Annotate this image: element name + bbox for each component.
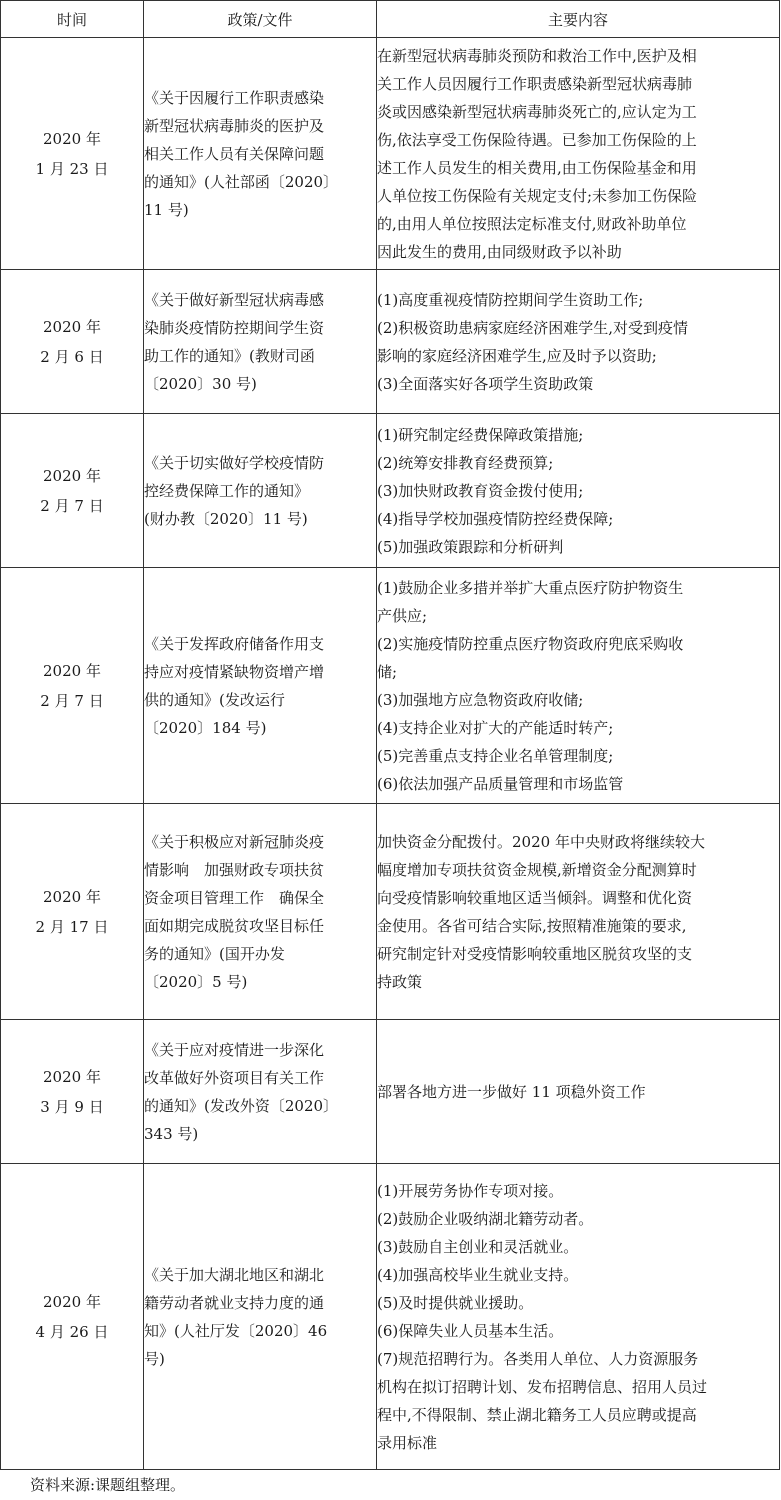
- text-line: 伤,依法享受工伤保险待遇。已参加工伤保险的上: [377, 130, 697, 149]
- text-line: 因此发生的费用,由同级财政予以补助: [377, 242, 622, 261]
- time-cell: [1, 270, 144, 414]
- text-line: 11 号): [144, 200, 189, 219]
- text-line: 述工作人员发生的相关费用,由工伤保险基金和用: [377, 158, 697, 177]
- text-line: 持应对疫情紧缺物资增产增: [144, 662, 325, 681]
- time-line: 2020 年: [43, 887, 101, 906]
- header-row: [1, 1, 780, 38]
- time-line: 2020 年: [43, 661, 101, 680]
- text-line: 《关于应对疫情进一步深化: [144, 1040, 325, 1059]
- text-line: 〔2020〕184 号): [144, 718, 267, 737]
- time-cell: [1, 1020, 144, 1164]
- time-line: 2 月 17 日: [35, 917, 109, 936]
- text-line: 的通知》(发改外资〔2020〕: [144, 1096, 339, 1115]
- text-line: 影响的家庭经济困难学生,应及时予以资助;: [377, 346, 657, 365]
- text-line: 《关于做好新型冠状病毒感: [144, 290, 325, 309]
- text-line: (3)鼓励自主创业和灵活就业。: [377, 1237, 579, 1256]
- text-line: (4)指导学校加强疫情防控经费保障;: [377, 509, 614, 528]
- text-line: (1)开展劳务协作专项对接。: [377, 1181, 564, 1200]
- text-line: 务的通知》(国开办发: [144, 944, 285, 963]
- text-line: (4)支持企业对扩大的产能适时转产;: [377, 718, 614, 737]
- policy-cell: [144, 414, 377, 568]
- text-line: 资金项目管理工作 确保全: [144, 888, 325, 907]
- text-line: (3)加快财政教育资金拨付使用;: [377, 481, 584, 500]
- text-line: (4)加强高校毕业生就业支持。: [377, 1265, 579, 1284]
- text-line: 籍劳动者就业支持力度的通: [144, 1293, 325, 1312]
- text-line: 部署各地方进一步做好 11 项稳外资工作: [377, 1082, 646, 1101]
- policy-cell: [144, 804, 377, 1020]
- text-line: 知》(人社厅发〔2020〕46: [144, 1321, 328, 1340]
- time-cell: [1, 38, 144, 270]
- text-line: 供的通知》(发改运行: [144, 690, 285, 709]
- text-line: 研究制定针对受疫情影响较重地区脱贫攻坚的支: [377, 944, 693, 963]
- text-line: 持政策: [377, 972, 423, 991]
- time-line: 2 月 7 日: [40, 496, 104, 515]
- table-row: [1, 414, 780, 568]
- policy-cell: [144, 270, 377, 414]
- text-line: 关工作人员因履行工作职责感染新型冠状病毒肺: [377, 74, 693, 93]
- policy-cell: [144, 38, 377, 270]
- time-line: 2 月 7 日: [40, 691, 104, 710]
- text-line: 343 号): [144, 1124, 199, 1143]
- content-cell: [377, 804, 780, 1020]
- header-time: 时间: [1, 1, 144, 38]
- text-line: 炎或因感染新型冠状病毒肺炎死亡的,应认定为工: [377, 102, 697, 121]
- text-line: (5)加强政策跟踪和分析研判: [377, 537, 564, 556]
- text-line: 相关工作人员有关保障问题: [144, 144, 325, 163]
- text-line: (3)全面落实好各项学生资助政策: [377, 374, 594, 393]
- text-line: 储;: [377, 662, 398, 681]
- policy-cell: [144, 1164, 377, 1470]
- text-line: (1)研究制定经费保障政策措施;: [377, 425, 584, 444]
- text-line: 新型冠状病毒肺炎的医护及: [144, 116, 325, 135]
- time-cell: [1, 414, 144, 568]
- text-line: 情影响 加强财政专项扶贫: [144, 860, 325, 879]
- header-policy: 政策/文件: [144, 1, 377, 38]
- time-line: 2020 年: [43, 466, 101, 485]
- text-line: 加快资金分配拨付。2020 年中央财政将继续较大: [377, 832, 705, 851]
- text-line: (2)统筹安排教育经费预算;: [377, 453, 554, 472]
- content-cell: [377, 38, 780, 270]
- content-cell: [377, 568, 780, 804]
- text-line: (财办教〔2020〕11 号): [144, 509, 308, 528]
- text-line: 机构在拟订招聘计划、发布招聘信息、招用人员过: [377, 1377, 708, 1396]
- table-row: [1, 804, 780, 1020]
- time-line: 3 月 9 日: [40, 1097, 104, 1116]
- text-line: 号): [144, 1349, 165, 1368]
- text-line: 产供应;: [377, 606, 428, 625]
- table-row: [1, 1164, 780, 1470]
- text-line: (1)鼓励企业多措并举扩大重点医疗防护物资生: [377, 578, 684, 597]
- text-line: 向受疫情影响较重地区适当倾斜。调整和优化资: [377, 888, 693, 907]
- text-line: 的通知》(人社部函〔2020〕: [144, 172, 339, 191]
- text-line: 在新型冠状病毒肺炎预防和救治工作中,医护及相: [377, 46, 697, 65]
- text-line: 幅度增加专项扶贫资金规模,新增资金分配测算时: [377, 860, 697, 879]
- policy-cell: [144, 568, 377, 804]
- text-line: (3)加强地方应急物资政府收储;: [377, 690, 584, 709]
- text-line: 程中,不得限制、禁止湖北籍务工人员应聘或提高: [377, 1405, 697, 1424]
- time-line: 2020 年: [43, 1067, 101, 1086]
- text-line: 〔2020〕5 号): [144, 972, 248, 991]
- text-line: (6)保障失业人员基本生活。: [377, 1321, 564, 1340]
- header-content: 主要内容: [377, 1, 780, 38]
- content-cell: [377, 1164, 780, 1470]
- table-row: [1, 1020, 780, 1164]
- text-line: 助工作的通知》(教财司函: [144, 346, 315, 365]
- text-line: 改革做好外资项目有关工作: [144, 1068, 325, 1087]
- text-line: 《关于积极应对新冠肺炎疫: [144, 832, 325, 851]
- time-line: 2020 年: [43, 129, 101, 148]
- text-line: 面如期完成脱贫攻坚目标任: [144, 916, 325, 935]
- time-line: 2020 年: [43, 1292, 101, 1311]
- time-line: 2020 年: [43, 317, 101, 336]
- text-line: (5)及时提供就业援助。: [377, 1293, 534, 1312]
- text-line: (2)实施疫情防控重点医疗物资政府兜底采购收: [377, 634, 684, 653]
- time-cell: [1, 1164, 144, 1470]
- text-line: (1)高度重视疫情防控期间学生资助工作;: [377, 290, 644, 309]
- text-line: (2)积极资助患病家庭经济困难学生,对受到疫情: [377, 318, 689, 337]
- time-line: 1 月 23 日: [35, 159, 109, 178]
- text-line: 人单位按工伤保险有关规定支付;未参加工伤保险: [377, 186, 698, 205]
- text-line: 《关于因履行工作职责感染: [144, 88, 325, 107]
- text-line: 录用标准: [377, 1433, 438, 1452]
- text-line: 金使用。各省可结合实际,按照精准施策的要求,: [377, 916, 687, 935]
- policy-cell: [144, 1020, 377, 1164]
- table-row: [1, 38, 780, 270]
- text-line: (6)依法加强产品质量管理和市场监管: [377, 774, 624, 793]
- content-cell: [377, 1020, 780, 1164]
- table-row: [1, 270, 780, 414]
- text-line: (5)完善重点支持企业名单管理制度;: [377, 746, 614, 765]
- text-line: 《关于加大湖北地区和湖北: [144, 1265, 325, 1284]
- time-line: 4 月 26 日: [35, 1322, 109, 1341]
- text-line: 〔2020〕30 号): [144, 374, 257, 393]
- content-cell: [377, 414, 780, 568]
- content-cell: [377, 270, 780, 414]
- table-row: [1, 568, 780, 804]
- text-line: 《关于发挥政府储备作用支: [144, 634, 325, 653]
- text-line: 染肺炎疫情防控期间学生资: [144, 318, 325, 337]
- text-line: 控经费保障工作的通知》: [144, 481, 310, 500]
- text-line: (7)规范招聘行为。各类用人单位、人力资源服务: [377, 1349, 699, 1368]
- time-cell: [1, 568, 144, 804]
- text-line: 的,由用人单位按照法定标准支付,财政补助单位: [377, 214, 687, 233]
- text-line: (2)鼓励企业吸纳湖北籍劳动者。: [377, 1209, 594, 1228]
- time-cell: [1, 804, 144, 1020]
- source-note: 资料来源:课题组整理。: [30, 1476, 186, 1494]
- text-line: 《关于切实做好学校疫情防: [144, 453, 325, 472]
- time-line: 2 月 6 日: [40, 347, 104, 366]
